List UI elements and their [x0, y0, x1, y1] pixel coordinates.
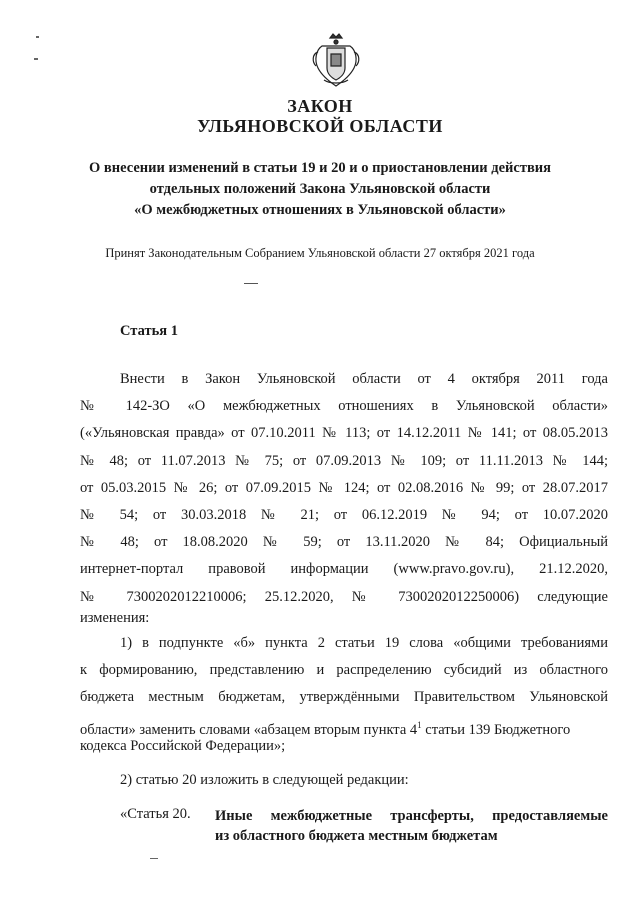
- item-line: бюджета местным бюджетам, утверждёнными Правительством Ульяновской: [80, 689, 608, 706]
- superscript: 1: [417, 719, 422, 730]
- subtitle-line: отдельных положений Закона Ульяновской области: [149, 181, 491, 197]
- paragraph-line: интернет-портал правовой информации (www.pravo.gov.ru), 21.12.2020,: [80, 561, 608, 578]
- item-line: к формированию, представлению и распределению субсидий из областного: [80, 662, 608, 679]
- paragraph-line: № 48; от 11.07.2013 № 75; от 07.09.2013 № 109; от 11.11.2013 № 144;: [80, 452, 608, 469]
- list-item: 2) статью 20 изложить в следующей редакции:: [120, 772, 409, 788]
- subtitle-line: О внесении изменений в статьи 19 и 20 и о приостановлении действия: [89, 160, 551, 176]
- title-line: из областного бюджета местным бюджетам: [215, 828, 498, 844]
- paragraph-line: изменения:: [80, 610, 150, 626]
- adoption-note: Принят Законодательным Собранием Ульяновской области 27 октября 2021 года: [105, 246, 535, 260]
- region-title: УЛЬЯНОВСКОЙ ОБЛАСТИ: [197, 116, 443, 136]
- paragraph-line: («Ульяновская правда» от 07.10.2011 № 113; от 14.12.2011 № 141; от 08.05.2013: [80, 425, 608, 442]
- article-paragraph: [80, 366, 608, 611]
- scan-speck: [150, 858, 158, 859]
- paragraph-line: Внести в Закон Ульяновской области от 4 октября 2011 года: [120, 371, 608, 387]
- paragraph-line: № 48; от 18.08.2020 № 59; от 13.11.2020 № 84; Официальный: [80, 534, 608, 551]
- scan-speck: [36, 36, 39, 38]
- paragraph-line: № 7300202012210006; 25.12.2020, № 7300202012250006) следующие: [80, 588, 608, 605]
- list-item: [80, 630, 608, 744]
- subtitle-line: «О межбюджетных отношениях в Ульяновской области»: [134, 202, 506, 218]
- item-line: кодекса Российской Федерации»;: [80, 738, 286, 754]
- scan-speck: [34, 58, 38, 60]
- article-20-title: [215, 806, 608, 846]
- law-title: ЗАКОН: [287, 96, 353, 116]
- paragraph-line: № 54; от 30.03.2018 № 21; от 06.12.2019 № 94; от 10.07.2020: [80, 507, 608, 524]
- divider: [244, 283, 258, 284]
- item-line-part: области» заменить словами «абзацем вторым пункта $4^1$ статьи 139 Бюджетного: [80, 719, 571, 738]
- item-line: 1) в подпункте «б» пункта 2 статьи 19 слова «общими требованиями: [120, 635, 608, 651]
- paragraph-line: от 05.03.2015 № 26; от 07.09.2015 № 124; от 02.08.2016 № 99; от 28.07.2017: [80, 479, 608, 496]
- title-line: Иные межбюджетные трансферты, предоставляемые: [215, 808, 608, 824]
- coat-of-arms-icon: [310, 32, 362, 90]
- article-20-label: «Статья 20.: [120, 806, 191, 822]
- article-heading: Статья 1: [120, 323, 178, 339]
- paragraph-line: № 142-ЗО «О межбюджетных отношениях в Ульяновской области»: [80, 398, 608, 415]
- law-subtitle: [60, 158, 580, 221]
